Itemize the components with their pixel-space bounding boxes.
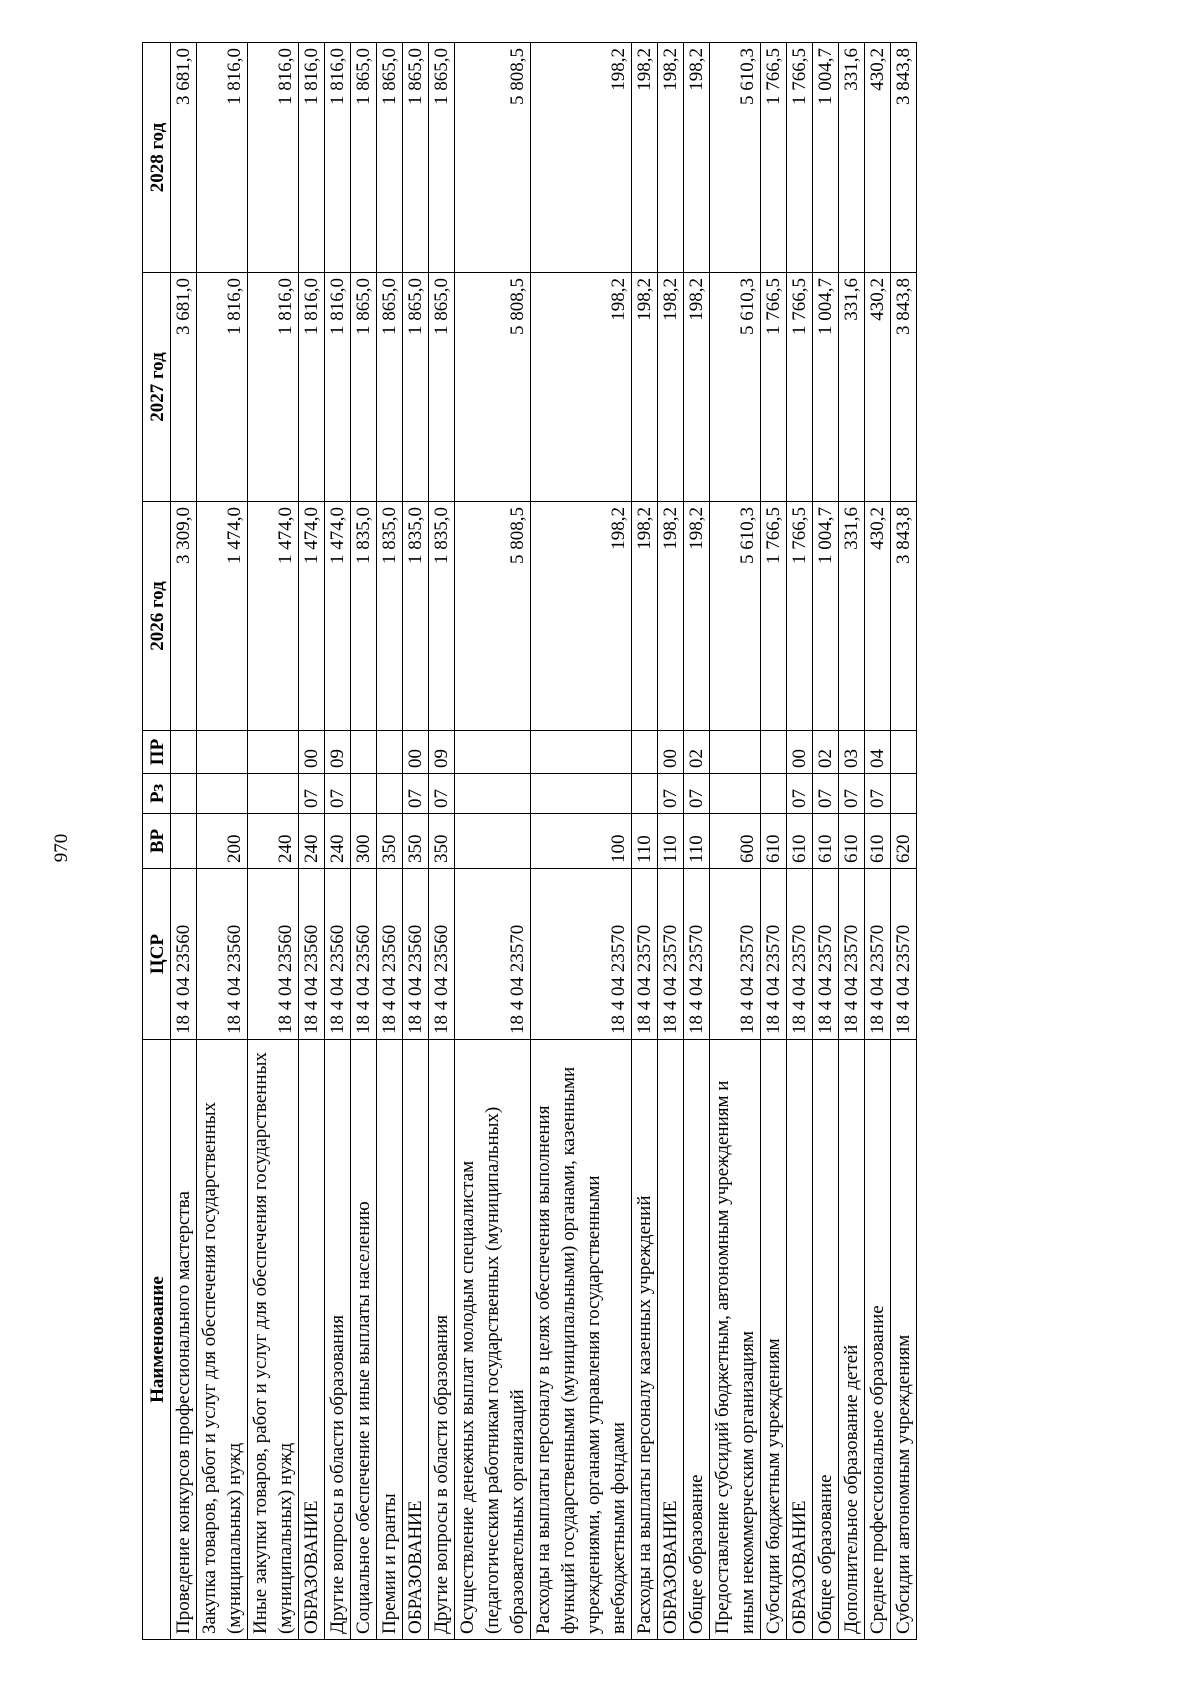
table-row xyxy=(351,43,377,1640)
cell-csr: 18 4 04 23570 xyxy=(787,869,813,1040)
cell-csr: 18 4 04 23570 xyxy=(839,869,865,1040)
header-rz: Рз xyxy=(143,774,171,814)
cell-name: Премии и гранты xyxy=(377,1040,403,1640)
cell-vr: 610 xyxy=(761,814,787,869)
cell-2026: 5 610,3 xyxy=(710,502,761,731)
cell-2026: 1 474,0 xyxy=(325,502,351,731)
cell-vr: 600 xyxy=(710,814,761,869)
cell-name: ОБРАЗОВАНИЕ xyxy=(787,1040,813,1640)
cell-vr: 100 xyxy=(531,814,632,869)
cell-pr xyxy=(761,731,787,774)
cell-2027: 1 004,7 xyxy=(813,273,839,502)
cell-pr xyxy=(248,731,299,774)
cell-name: ОБРАЗОВАНИЕ xyxy=(299,1040,325,1640)
cell-csr: 18 4 04 23570 xyxy=(813,869,839,1040)
cell-vr: 350 xyxy=(429,814,455,869)
cell-vr: 350 xyxy=(403,814,429,869)
cell-2028: 3 681,0 xyxy=(171,43,197,273)
cell-2027: 331,6 xyxy=(839,273,865,502)
cell-rz: 07 xyxy=(325,774,351,814)
cell-2026: 198,2 xyxy=(632,502,658,731)
cell-name: Субсидии автономным учреждениям xyxy=(891,1040,917,1640)
cell-vr: 110 xyxy=(684,814,710,869)
cell-2027: 430,2 xyxy=(865,273,891,502)
cell-pr xyxy=(377,731,403,774)
cell-2027: 1 816,0 xyxy=(197,273,248,502)
cell-pr: 04 xyxy=(865,731,891,774)
cell-pr: 03 xyxy=(839,731,865,774)
cell-csr: 18 4 04 23570 xyxy=(761,869,787,1040)
cell-vr: 610 xyxy=(813,814,839,869)
cell-csr: 18 4 04 23570 xyxy=(891,869,917,1040)
cell-vr: 110 xyxy=(632,814,658,869)
cell-name: Расходы на выплаты персоналу казенных учреждений xyxy=(632,1040,658,1640)
cell-2028: 198,2 xyxy=(531,43,632,273)
cell-rz: 07 xyxy=(299,774,325,814)
cell-2026: 3 309,0 xyxy=(171,502,197,731)
header-2026: 2026 год xyxy=(143,502,171,731)
cell-vr: 200 xyxy=(197,814,248,869)
cell-csr: 18 4 04 23560 xyxy=(299,869,325,1040)
cell-pr xyxy=(891,731,917,774)
rotated-table-container xyxy=(142,43,1062,1640)
cell-2027: 3 681,0 xyxy=(171,273,197,502)
header-name: Наименование xyxy=(143,1040,171,1640)
cell-vr: 610 xyxy=(787,814,813,869)
cell-rz: 07 xyxy=(658,774,684,814)
cell-csr: 18 4 04 23560 xyxy=(325,869,351,1040)
cell-vr: 350 xyxy=(377,814,403,869)
cell-name: Субсидии бюджетным учреждениям xyxy=(761,1040,787,1640)
cell-name: Дополнительное образование детей xyxy=(839,1040,865,1640)
cell-csr: 18 4 04 23560 xyxy=(377,869,403,1040)
cell-rz xyxy=(710,774,761,814)
cell-name: Закупка товаров, работ и услуг для обеспечения государственных (муниципальных) нужд xyxy=(197,1040,248,1640)
cell-2027: 1 766,5 xyxy=(761,273,787,502)
cell-2026: 1 474,0 xyxy=(248,502,299,731)
cell-2027: 198,2 xyxy=(658,273,684,502)
cell-csr: 18 4 04 23570 xyxy=(710,869,761,1040)
cell-name: Иные закупки товаров, работ и услуг для обеспечения государственных (муниципальных) нужд xyxy=(248,1040,299,1640)
cell-pr xyxy=(531,731,632,774)
cell-2028: 198,2 xyxy=(658,43,684,273)
cell-rz xyxy=(171,774,197,814)
cell-2028: 1 766,5 xyxy=(761,43,787,273)
cell-csr: 18 4 04 23570 xyxy=(865,869,891,1040)
cell-csr: 18 4 04 23570 xyxy=(455,869,531,1040)
cell-name: Осуществление денежных выплат молодым специалистам (педагогическим работникам государственных (муниципальных) образовательных организаций xyxy=(455,1040,531,1640)
cell-vr: 240 xyxy=(248,814,299,869)
table-row xyxy=(710,43,761,1640)
cell-2028: 198,2 xyxy=(684,43,710,273)
cell-name: Социальное обеспечение и иные выплаты населению xyxy=(351,1040,377,1640)
cell-2026: 1 835,0 xyxy=(377,502,403,731)
cell-2028: 1 816,0 xyxy=(299,43,325,273)
cell-2027: 5 808,5 xyxy=(455,273,531,502)
cell-2027: 1 865,0 xyxy=(377,273,403,502)
cell-vr: 620 xyxy=(891,814,917,869)
cell-2027: 1 816,0 xyxy=(248,273,299,502)
cell-2026: 1 835,0 xyxy=(403,502,429,731)
cell-name: Другие вопросы в области образования xyxy=(325,1040,351,1640)
cell-vr: 300 xyxy=(351,814,377,869)
cell-2028: 1 816,0 xyxy=(197,43,248,273)
cell-2027: 198,2 xyxy=(684,273,710,502)
table-body xyxy=(171,43,917,1640)
table-row xyxy=(248,43,299,1640)
cell-rz xyxy=(351,774,377,814)
cell-rz xyxy=(377,774,403,814)
cell-name: Предоставление субсидий бюджетным, автономным учреждениям и иным некоммерческим организациям xyxy=(710,1040,761,1640)
cell-csr: 18 4 04 23560 xyxy=(197,869,248,1040)
table-row xyxy=(658,43,684,1640)
cell-name: Расходы на выплаты персоналу в целях обеспечения выполнения функций государственными (муниципальными) органами, казенными учреждениями, органами управления государственными внебюджетными фондами xyxy=(531,1040,632,1640)
cell-pr xyxy=(632,731,658,774)
table-row xyxy=(325,43,351,1640)
cell-csr: 18 4 04 23570 xyxy=(684,869,710,1040)
cell-csr: 18 4 04 23570 xyxy=(531,869,632,1040)
cell-name: Проведение конкурсов профессионального мастерства xyxy=(171,1040,197,1640)
cell-rz xyxy=(531,774,632,814)
cell-2026: 1 766,5 xyxy=(787,502,813,731)
cell-2027: 3 843,8 xyxy=(891,273,917,502)
cell-2028: 1 865,0 xyxy=(429,43,455,273)
header-2028: 2028 год xyxy=(143,43,171,273)
cell-2026: 1 835,0 xyxy=(351,502,377,731)
cell-2028: 1 004,7 xyxy=(813,43,839,273)
cell-name: ОБРАЗОВАНИЕ xyxy=(658,1040,684,1640)
cell-pr: 02 xyxy=(684,731,710,774)
cell-2027: 1 865,0 xyxy=(429,273,455,502)
table-row xyxy=(761,43,787,1640)
cell-vr: 610 xyxy=(865,814,891,869)
table-row xyxy=(787,43,813,1640)
cell-pr xyxy=(351,731,377,774)
cell-rz: 07 xyxy=(813,774,839,814)
cell-pr xyxy=(197,731,248,774)
cell-csr: 18 4 04 23560 xyxy=(171,869,197,1040)
cell-2026: 1 004,7 xyxy=(813,502,839,731)
header-csr: ЦСР xyxy=(143,869,171,1040)
cell-csr: 18 4 04 23570 xyxy=(658,869,684,1040)
table-row xyxy=(891,43,917,1640)
cell-2028: 1 865,0 xyxy=(377,43,403,273)
table-row xyxy=(684,43,710,1640)
cell-2028: 1 816,0 xyxy=(248,43,299,273)
cell-2026: 430,2 xyxy=(865,502,891,731)
cell-csr: 18 4 04 23560 xyxy=(429,869,455,1040)
cell-2028: 1 865,0 xyxy=(403,43,429,273)
cell-pr: 00 xyxy=(403,731,429,774)
table-row xyxy=(377,43,403,1640)
cell-2026: 331,6 xyxy=(839,502,865,731)
page-number: 970 xyxy=(51,833,72,863)
cell-2026: 198,2 xyxy=(684,502,710,731)
cell-vr: 240 xyxy=(325,814,351,869)
cell-2028: 5 610,3 xyxy=(710,43,761,273)
header-2027: 2027 год xyxy=(143,273,171,502)
table-row xyxy=(632,43,658,1640)
cell-rz: 07 xyxy=(865,774,891,814)
cell-2028: 5 808,5 xyxy=(455,43,531,273)
cell-rz xyxy=(891,774,917,814)
cell-rz: 07 xyxy=(403,774,429,814)
cell-rz: 07 xyxy=(787,774,813,814)
cell-pr xyxy=(455,731,531,774)
cell-2028: 1 865,0 xyxy=(351,43,377,273)
cell-pr xyxy=(710,731,761,774)
cell-pr: 00 xyxy=(299,731,325,774)
cell-2027: 1 766,5 xyxy=(787,273,813,502)
cell-name: Общее образование xyxy=(813,1040,839,1640)
table-row xyxy=(299,43,325,1640)
cell-rz: 07 xyxy=(429,774,455,814)
cell-name: Общее образование xyxy=(684,1040,710,1640)
cell-vr xyxy=(455,814,531,869)
cell-rz xyxy=(197,774,248,814)
cell-2028: 331,6 xyxy=(839,43,865,273)
cell-2027: 1 865,0 xyxy=(351,273,377,502)
cell-2026: 198,2 xyxy=(658,502,684,731)
cell-pr: 02 xyxy=(813,731,839,774)
cell-rz xyxy=(455,774,531,814)
cell-rz xyxy=(761,774,787,814)
table-header-row xyxy=(143,43,171,1640)
cell-2028: 198,2 xyxy=(632,43,658,273)
cell-vr: 110 xyxy=(658,814,684,869)
cell-name: ОБРАЗОВАНИЕ xyxy=(403,1040,429,1640)
cell-2028: 1 816,0 xyxy=(325,43,351,273)
cell-2026: 1 835,0 xyxy=(429,502,455,731)
cell-pr: 09 xyxy=(325,731,351,774)
cell-pr xyxy=(171,731,197,774)
budget-table xyxy=(142,42,917,1640)
cell-2028: 430,2 xyxy=(865,43,891,273)
cell-csr: 18 4 04 23560 xyxy=(403,869,429,1040)
table-row xyxy=(197,43,248,1640)
cell-2026: 1 474,0 xyxy=(299,502,325,731)
header-pr: ПР xyxy=(143,731,171,774)
cell-2027: 1 816,0 xyxy=(325,273,351,502)
cell-vr: 240 xyxy=(299,814,325,869)
table-row xyxy=(455,43,531,1640)
table-row xyxy=(839,43,865,1640)
table-row xyxy=(171,43,197,1640)
cell-2027: 198,2 xyxy=(531,273,632,502)
cell-name: Среднее профессиональное образование xyxy=(865,1040,891,1640)
cell-2027: 1 816,0 xyxy=(299,273,325,502)
cell-2027: 198,2 xyxy=(632,273,658,502)
cell-name: Другие вопросы в области образования xyxy=(429,1040,455,1640)
header-vr: ВР xyxy=(143,814,171,869)
cell-csr: 18 4 04 23560 xyxy=(351,869,377,1040)
cell-rz xyxy=(248,774,299,814)
cell-rz: 07 xyxy=(684,774,710,814)
cell-csr: 18 4 04 23560 xyxy=(248,869,299,1040)
cell-2026: 3 843,8 xyxy=(891,502,917,731)
cell-vr: 610 xyxy=(839,814,865,869)
cell-2027: 1 865,0 xyxy=(403,273,429,502)
cell-2026: 1 766,5 xyxy=(761,502,787,731)
cell-2026: 5 808,5 xyxy=(455,502,531,731)
table-row xyxy=(813,43,839,1640)
table-row xyxy=(403,43,429,1640)
cell-pr: 00 xyxy=(658,731,684,774)
cell-2027: 5 610,3 xyxy=(710,273,761,502)
cell-pr: 09 xyxy=(429,731,455,774)
cell-2026: 198,2 xyxy=(531,502,632,731)
table-row xyxy=(429,43,455,1640)
cell-pr: 00 xyxy=(787,731,813,774)
cell-2028: 3 843,8 xyxy=(891,43,917,273)
cell-2028: 1 766,5 xyxy=(787,43,813,273)
cell-2026: 1 474,0 xyxy=(197,502,248,731)
table-row xyxy=(531,43,632,1640)
cell-vr xyxy=(171,814,197,869)
cell-rz xyxy=(632,774,658,814)
table-row xyxy=(865,43,891,1640)
cell-rz: 07 xyxy=(839,774,865,814)
cell-csr: 18 4 04 23570 xyxy=(632,869,658,1040)
